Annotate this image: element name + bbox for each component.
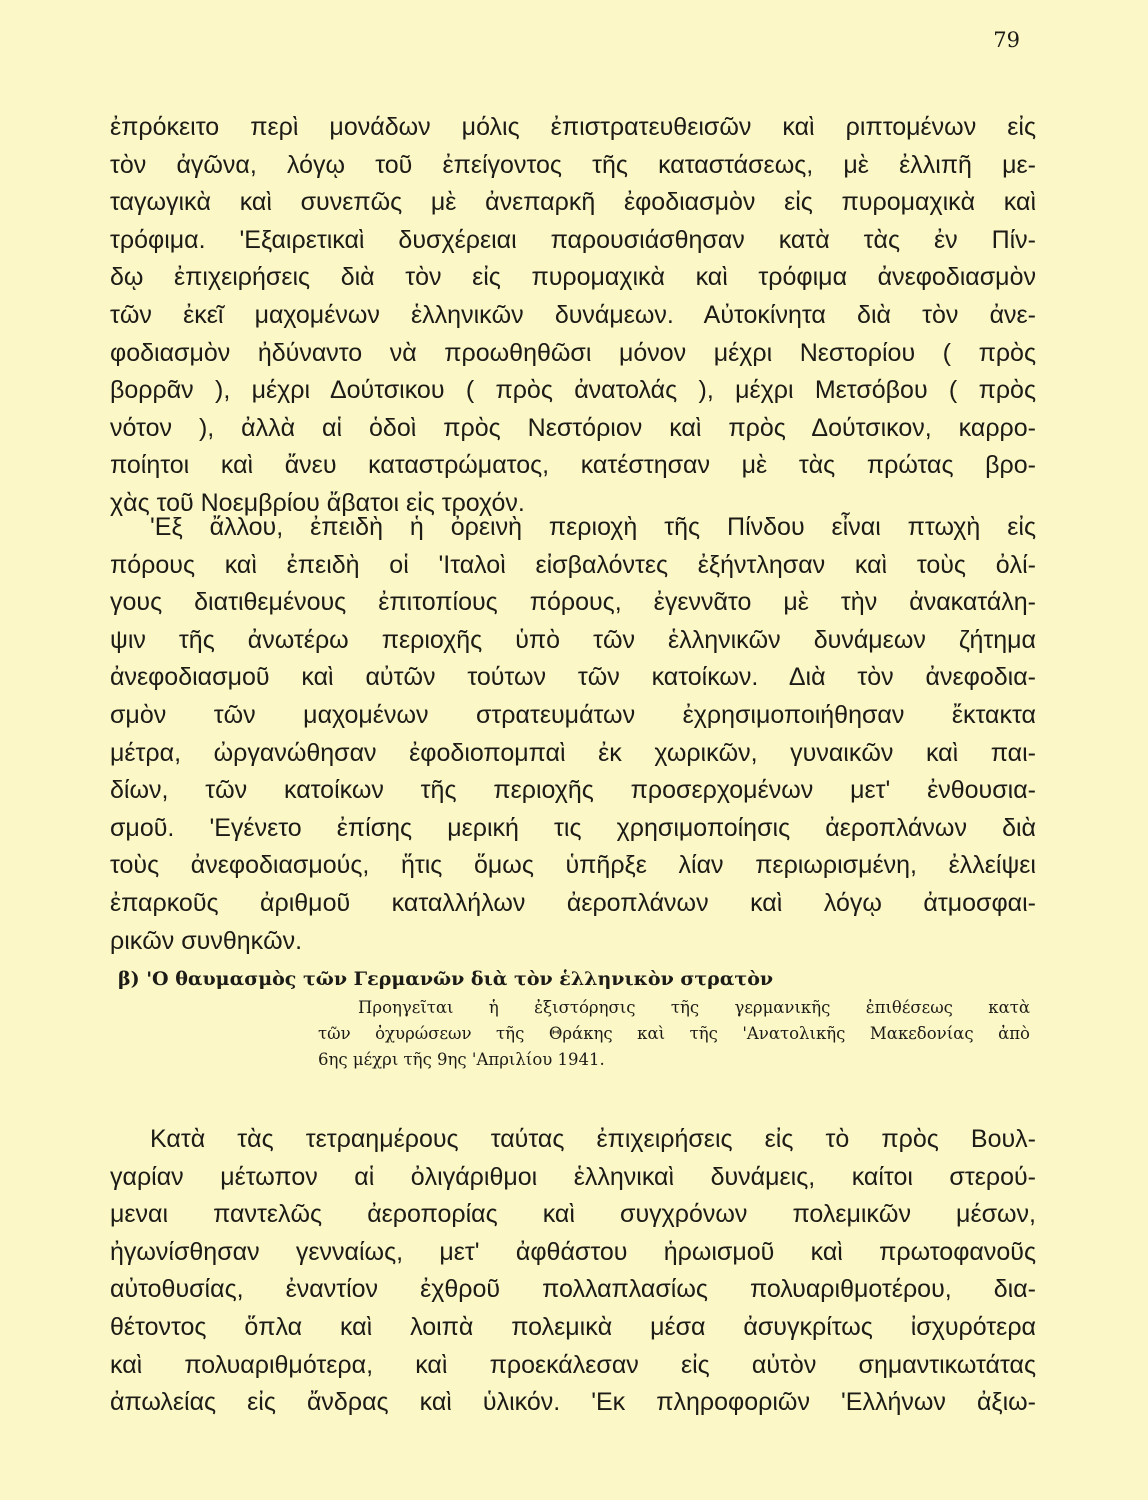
text-line: μέτρα, ὠργανώθησαν ἐφοδιοπομπαὶ ἐκ χωρικῶν, γυναικῶν καὶ παι-: [110, 738, 1036, 767]
text-line: 'Εξ ἄλλου, ἐπειδὴ ἡ ὀρεινὴ περιοχὴ τῆς Πίνδου εἶναι πτωχὴ εἰς: [150, 513, 1036, 541]
text-line: Κατὰ τὰς τετραημέρους ταύτας ἐπιχειρήσεις εἰς τὸ πρὸς Βουλ-: [150, 1125, 1036, 1153]
text-line: ψιν τῆς ἀνωτέρω περιοχῆς ὑπὸ τῶν ἑλληνικῶν δυνάμεων ζήτημα: [110, 625, 1036, 654]
text-line: αὐτοθυσίας, ἐναντίον ἐχθροῦ πολλαπλασίως πολυαριθμοτέρου, δια-: [110, 1275, 1036, 1304]
paragraph-2: [110, 509, 1036, 960]
paragraph-3: [110, 1121, 1036, 1422]
note-line: τῶν ὀχυρώσεων τῆς Θράκης καὶ τῆς 'Ανατολικῆς Μακεδονίας ἀπὸ: [318, 1024, 1030, 1043]
text-line: δῳ ἐπιχειρήσεις διὰ τὸν εἰς πυρομαχικὰ καὶ τρόφιμα ἀνεφοδιασμὸν: [110, 263, 1036, 292]
editorial-note: [318, 995, 1030, 1073]
text-line: δίων, τῶν κατοίκων τῆς περιοχῆς προσερχομένων μετ' ἐνθουσια-: [110, 776, 1036, 805]
text-line: γους διατιθεμένους ἐπιτοπίους πόρους, ἐγεννᾶτο μὲ τὴν ἀνακατάλη-: [110, 588, 1036, 617]
text-line: βορρᾶν ), μέχρι Δούτσικου ( πρὸς ἀνατολάς ), μέχρι Μετσόβου ( πρὸς: [110, 376, 1036, 405]
text-line: τὸν ἀγῶνα, λόγῳ τοῦ ἐπείγοντος τῆς καταστάσεως, μὲ ἐλλιπῆ με-: [110, 150, 1036, 179]
text-line: ποίητοι καὶ ἄνευ καταστρώματος, κατέστησαν μὲ τὰς πρώτας βρο-: [110, 451, 1036, 480]
text-line: χὰς τοῦ Νοεμβρίου ἄβατοι εἰς τροχόν.: [110, 488, 525, 517]
text-line: τρόφιμα. 'Εξαιρετικαὶ δυσχέρειαι παρουσιάσθησαν κατὰ τὰς ἐν Πίν-: [110, 225, 1036, 254]
text-line: ἀπωλείας εἰς ἄνδρας καὶ ὑλικόν. 'Εκ πληροφοριῶν 'Ελλήνων ἀξιω-: [110, 1388, 1036, 1417]
text-line: θέτοντος ὅπλα καὶ λοιπὰ πολεμικὰ μέσα ἀσυγκρίτως ἰσχυρότερα: [110, 1312, 1036, 1341]
text-line: τῶν ἐκεῖ μαχομένων ἑλληνικῶν δυνάμεων. Αὐτοκίνητα διὰ τὸν ἀνε-: [110, 300, 1036, 329]
section-heading: β) 'Ο θαυμασμὸς τῶν Γερμανῶν διὰ τὸν ἑλληνικὸν στρατὸν: [118, 968, 774, 990]
text-line: γαρίαν μέτωπον αἱ ὀλιγάριθμοι ἑλληνικαὶ δυνάμεις, καίτοι στερού-: [110, 1162, 1036, 1191]
text-line: σμοῦ. 'Εγένετο ἐπίσης μερική τις χρησιμοποίησις ἀεροπλάνων διὰ: [110, 813, 1036, 842]
text-line: ἐπαρκοῦς ἀριθμοῦ καταλλήλων ἀεροπλάνων καὶ λόγῳ ἀτμοσφαι-: [110, 888, 1036, 917]
page-number: 79: [993, 28, 1020, 52]
text-line: ἐπρόκειτο περὶ μονάδων μόλις ἐπιστρατευθεισῶν καὶ ριπτομένων εἰς: [110, 113, 1036, 141]
text-line: ρικῶν συνθηκῶν.: [110, 926, 303, 955]
text-line: καὶ πολυαριθμότερα, καὶ προεκάλεσαν εἰς αὐτὸν σημαντικωτάτας: [110, 1350, 1036, 1379]
text-line: ἀνεφοδιασμοῦ καὶ αὐτῶν τούτων τῶν κατοίκων. Διὰ τὸν ἀνεφοδια-: [110, 663, 1036, 692]
text-line: νότον ), ἀλλὰ αἱ ὁδοὶ πρὸς Νεστόριον καὶ πρὸς Δούτσικον, καρρο-: [110, 413, 1036, 442]
text-line: σμὸν τῶν μαχομένων στρατευμάτων ἐχρησιμοποιήθησαν ἔκτακτα: [110, 700, 1036, 729]
text-line: φοδιασμὸν ἠδύναντο νὰ προωθηθῶσι μόνον μέχρι Νεστορίου ( πρὸς: [110, 338, 1036, 367]
paragraph-1: [110, 109, 1036, 523]
text-line: μεναι παντελῶς ἀεροπορίας καὶ συγχρόνων πολεμικῶν μέσων,: [110, 1200, 1036, 1229]
text-line: ταγωγικὰ καὶ συνεπῶς μὲ ἀνεπαρκῆ ἐφοδιασμὸν εἰς πυρομαχικὰ καὶ: [110, 188, 1036, 217]
note-line: 6ης μέχρι τῆς 9ης 'Απριλίου 1941.: [318, 1050, 605, 1069]
text-line: τοὺς ἀνεφοδιασμούς, ἥτις ὅμως ὑπῆρξε λίαν περιωρισμένη, ἐλλείψει: [110, 851, 1036, 880]
text-line: πόρους καὶ ἐπειδὴ οἱ 'Ιταλοὶ εἰσβαλόντες ἐξήντλησαν καὶ τοὺς ὀλί-: [110, 550, 1036, 579]
note-line: Προηγεῖται ἡ ἐξιστόρησις τῆς γερμανικῆς ἐπιθέσεως κατὰ: [358, 998, 1030, 1017]
text-line: ἠγωνίσθησαν γενναίως, μετ' ἀφθάστου ἡρωισμοῦ καὶ πρωτοφανοῦς: [110, 1237, 1036, 1266]
